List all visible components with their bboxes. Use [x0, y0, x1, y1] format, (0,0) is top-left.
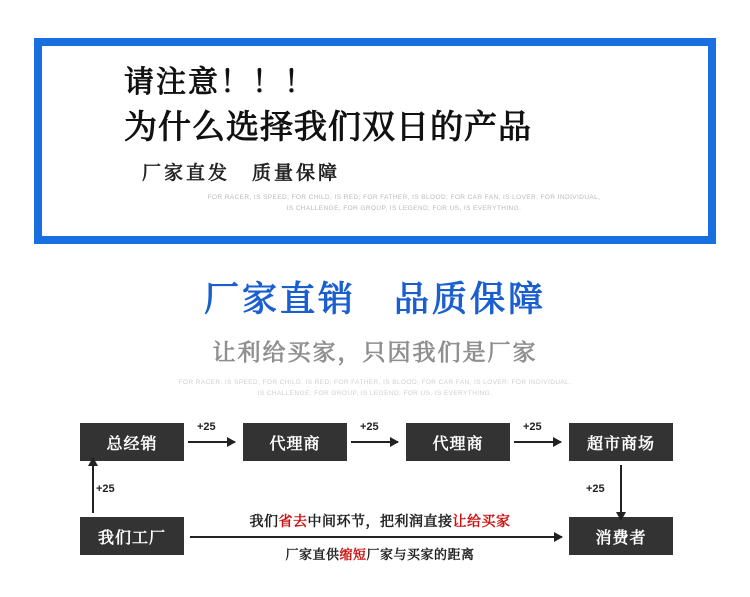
arrow-down-icon — [620, 465, 622, 513]
markup-label-step-3: +25 — [523, 421, 542, 433]
banner-fineprint-line2: IS CHALLENGE; FOR GROUP, IS LEGEND; FOR US, IS EVERYTHING. — [286, 204, 522, 212]
banner-slogan: 厂家直发 质量保障 — [142, 163, 341, 185]
attention-banner — [34, 38, 716, 244]
flow-middle-text-top-accent2: 让给买家 — [452, 513, 511, 529]
attention-banner-inner — [42, 46, 708, 236]
headline-sub: 让利给买家，只因我们是厂家 — [212, 339, 538, 365]
headline-main: 厂家直销 品质保障 — [203, 280, 546, 319]
banner-fineprint — [124, 193, 624, 214]
flow-node-agent-2: 代理商 — [406, 423, 510, 461]
distribution-flow-diagram — [0, 405, 750, 590]
arrow-direct-to-consumer-icon — [190, 536, 562, 538]
markup-label-step-2: +25 — [360, 421, 379, 433]
flow-middle-text-bottom-pre: 厂家直供 — [285, 547, 340, 562]
arrow-right-icon — [351, 441, 398, 443]
headline-fineprint-line1: FOR RACER, IS SPEED; FOR CHILD, IS RED; FOR FATHER, IS BLOOD; FOR CAR FAN, IS LOVER; FOR INDIVIDUAL, — [178, 379, 572, 386]
banner-attention-title: 请注意！！！ — [124, 66, 316, 99]
headline-block — [0, 272, 750, 399]
markup-label-step-1: +25 — [197, 421, 216, 433]
markup-label-step-right: +25 — [586, 483, 605, 495]
flow-middle-text-top-pre: 我们 — [249, 513, 279, 529]
headline-fineprint — [140, 377, 610, 399]
arrow-right-icon — [514, 441, 561, 443]
arrow-up-icon — [92, 465, 94, 513]
banner-main-question: 为什么选择我们双日的产品 — [124, 107, 532, 145]
flow-middle-text-top-mid: 中间环节，把利润直接 — [307, 513, 453, 529]
flow-middle-text-bottom-accent: 缩短 — [339, 547, 367, 562]
flow-middle-text-bottom — [205, 544, 555, 563]
headline-fineprint-line2: IS CHALLENGE; FOR GROUP, IS LEGEND; FOR US, IS EVERYTHING. — [257, 390, 493, 398]
arrow-right-icon — [188, 441, 235, 443]
flow-node-consumer: 消费者 — [569, 517, 673, 555]
flow-middle-text-top — [205, 511, 555, 531]
flow-middle-text-top-accent1: 省去 — [278, 513, 308, 529]
flow-node-agent-1: 代理商 — [243, 423, 347, 461]
flow-node-our-factory: 我们工厂 — [80, 517, 184, 555]
flow-node-supermarket: 超市商场 — [569, 423, 673, 461]
banner-fineprint-line1: FOR RACER, IS SPEED; FOR CHILD, IS RED; FOR FATHER, IS BLOOD; FOR CAR FAN, IS LOVER; FOR INDIVIDUAL, — [207, 194, 601, 202]
markup-label-step-left: +25 — [96, 483, 115, 495]
flow-node-general-agent: 总经销 — [80, 423, 184, 461]
flow-middle-text-bottom-post: 厂家与买家的距离 — [366, 547, 475, 562]
